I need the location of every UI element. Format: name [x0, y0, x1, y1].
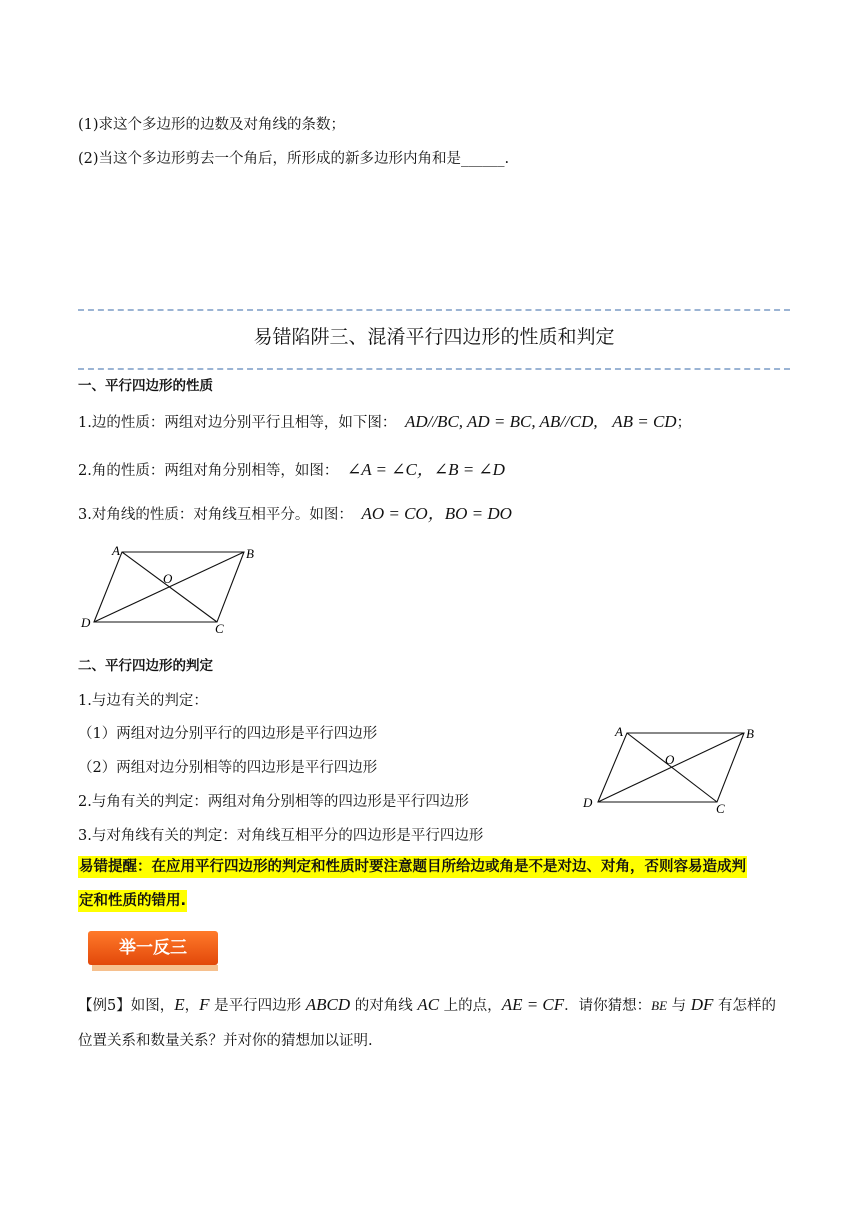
question-1: (1)求这个多边形的边数及对角线的条数；: [78, 117, 346, 133]
label-o: O: [163, 571, 173, 586]
example-text: 上的点，: [439, 998, 502, 1014]
example-var-be: BE: [651, 998, 668, 1013]
side-property-math-2: AB = CD: [612, 412, 677, 431]
question-2: (2)当这个多边形剪去一个角后，所形成的新多边形内角和是______.: [78, 151, 510, 167]
diagonal-property-text: 3.对角线的性质：对角线互相平分。如图：: [78, 507, 353, 523]
label-b: B: [746, 726, 754, 741]
section-title: 易错陷阱三、混淆平行四边形的性质和判定: [253, 326, 615, 348]
criteria-angle: 2.与角有关的判定：两组对角分别相等的四边形是平行四边形: [78, 794, 469, 810]
example-line-1: [78, 994, 776, 1015]
side-property-end: ；: [676, 415, 692, 431]
properties-heading: 一、平行四边形的性质: [78, 378, 213, 394]
diagonal-property-math: AO = CO，BO = DO: [361, 504, 512, 523]
practice-badge: [88, 931, 218, 971]
angle-property: [78, 455, 505, 480]
parallelogram-figure-1: [78, 540, 268, 635]
example-var-ac: AC: [417, 995, 440, 1014]
example-var-abcd: ABCD: [305, 995, 351, 1014]
example-text: 是平行四边形: [209, 998, 306, 1014]
side-property-math-1: AD//BC, AD = BC, AB//CD,: [404, 412, 598, 431]
label-a: A: [112, 543, 120, 558]
badge-shadow: [92, 965, 218, 971]
angle-property-math: ∠A = ∠C，∠B = ∠D: [346, 460, 505, 479]
example-text: 的对角线: [350, 998, 418, 1014]
divider-top: [78, 309, 790, 311]
criteria-side-heading: 1.与边有关的判定：: [78, 693, 208, 709]
example-var-e: E: [174, 995, 185, 1014]
label-o: O: [665, 752, 675, 767]
side-property-text: 1.边的性质：两组对边分别平行且相等，如下图：: [78, 415, 397, 431]
warning-line-1: 易错提醒：在应用平行四边形的判定和性质时要注意题目所给边或角是不是对边、对角，否则容易造成判: [78, 856, 747, 878]
criteria-side-2: （2）两组对边分别相等的四边形是平行四边形: [78, 760, 378, 776]
example-text: 与: [667, 998, 691, 1014]
label-d: D: [81, 615, 91, 630]
diagonal-bd: [598, 733, 744, 802]
label-d: D: [583, 795, 593, 810]
angle-property-text: 2.角的性质：两组对角分别相等，如图：: [78, 463, 339, 479]
diagonal-property: [78, 499, 512, 524]
parallelogram-figure-2: [578, 720, 768, 815]
example-text: 【例5】如图，: [78, 998, 175, 1014]
example-text: 有怎样的: [713, 998, 777, 1014]
side-property: [78, 411, 691, 432]
badge-label: 举一反三: [119, 938, 187, 958]
label-c: C: [716, 801, 725, 815]
example-line-2: 位置关系和数量关系？并对你的猜想加以证明.: [78, 1033, 373, 1049]
warning-line-2: 定和性质的错用.: [78, 890, 187, 912]
example-var-f: F: [199, 995, 210, 1014]
criteria-side-1: （1）两组对边分别平行的四边形是平行四边形: [78, 726, 378, 742]
label-c: C: [215, 621, 224, 635]
criteria-heading: 二、平行四边形的判定: [78, 658, 213, 674]
divider-bottom: [78, 368, 790, 370]
criteria-diagonal: 3.与对角线有关的判定：对角线互相平分的四边形是平行四边形: [78, 828, 484, 844]
example-text: ，: [184, 998, 200, 1014]
label-b: B: [246, 546, 254, 561]
label-a: A: [615, 724, 623, 739]
example-var-df: DF: [690, 995, 714, 1014]
example-eq-ae-cf: AE = CF: [501, 995, 565, 1014]
example-text: ．请你猜想：: [564, 998, 652, 1014]
